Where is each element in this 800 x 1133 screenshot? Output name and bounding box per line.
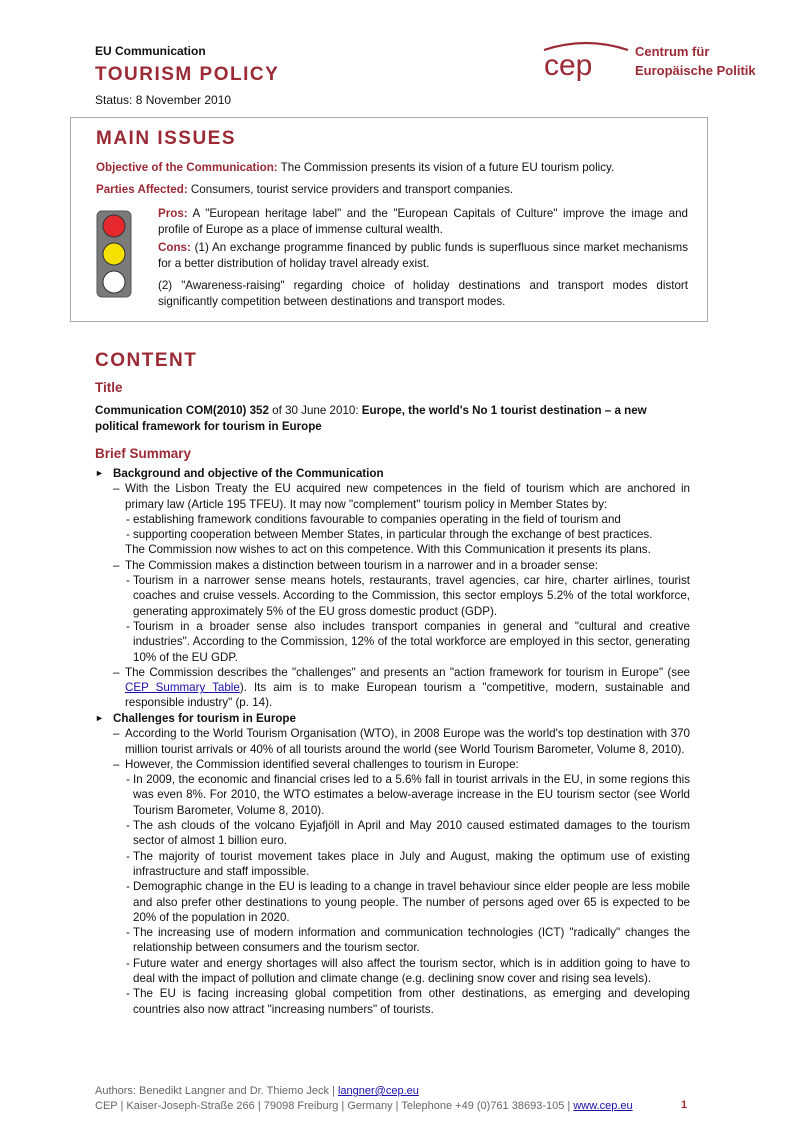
website-link[interactable]: www.cep.eu [573,1100,633,1112]
list-item: – With the Lisbon Treaty the EU acquired new competences in the field of tourism which are anchored in primary law (Article 195 TFEU). It may now "complement" tourism policy in Member States by: [95,481,690,512]
cep-summary-table-link[interactable]: CEP Summary Table [125,681,240,695]
document-series: EU Communication [95,44,206,58]
traffic-light-yellow [103,243,125,265]
logo-name-line1: Centrum für [635,44,710,59]
list-subitem: - The majority of tourist movement takes place in July and August, making the optimum use of existing infrastructure and staff impossible. [95,849,690,880]
footer-address-line [95,1099,695,1114]
parties-text: Consumers, tourist service providers and transport companies. [187,183,514,196]
traffic-light-red [103,215,125,237]
parties-line [96,182,686,197]
objective-text: The Commission presents its vision of a future EU tourism policy. [277,161,615,174]
section-background [95,466,690,711]
document-title: TOURISM POLICY [95,64,280,85]
list-subitem: - Demographic change in the EU is leading to a change in travel behaviour since elder people are less mobile and also prefer other destinations to young people. The number of persons aged over 65 is expected to be 20% of the population in 2020. [95,879,690,925]
list-subitem: - The ash clouds of the volcano Eyjafjöll in April and May 2010 caused estimated damages to the tourism sector of almost 1 billion euro. [95,818,690,849]
list-item [95,665,690,711]
pros-label: Pros: [158,207,188,220]
list-subitem: - The EU is facing increasing global competition from other destinations, as emerging and developing countries also now attract "increasing numbers" of tourists. [95,986,690,1017]
cons-paragraph [158,240,688,272]
cons-text: (1) An exchange programme financed by public funds is superfluous since market mechanisms for a better distribution of holiday travel already exist. [158,241,688,270]
pros-text: A "European heritage label" and the "European Capitals of Culture" improve the image and profile of Europe as a place of immense cultural wealth. [158,207,688,236]
title-label: Title [95,380,123,395]
objective-line [96,160,686,175]
title-name: Europe, the world's No 1 tourist destination – a new political framework for tourism in Europe [95,404,647,433]
parties-label: Parties Affected: [96,183,188,196]
footer [95,1084,695,1114]
list-subitem: - establishing framework conditions favourable to companies operating in the field of tourism and [95,512,690,527]
traffic-light-icon [96,210,132,298]
cons-paragraph-2: (2) "Awareness-raising" regarding choice of holiday destinations and transport modes distort significantly competition between destinations and transport modes. [158,279,688,308]
document-status: Status: 8 November 2010 [95,93,232,107]
list-subitem: - Future water and energy shortages will also affect the tourism sector, which is in addition going to have to deal with the impact of pollution and climate change (e.g. declining snow cover and rising sea levels). [95,956,690,987]
list-subitem: - In 2009, the economic and financial crises led to a 5.6% fall in tourist arrivals in the EU, in some regions this was even 8%. For 2010, the WTO estimates a below-average increase in the EU tourism sector (see World Tourism Barometer, Volume 8, 2010). [95,772,690,818]
section-challenges [95,711,690,1017]
traffic-light-white [103,271,125,293]
list-item-text: ). Its aim is to make European tourism a "competitive, modern, sustainable and responsible industry" (p. 14). [125,681,690,710]
logo-name-line2: Europäische Politik [635,63,756,78]
section-heading: ► Challenges for tourism in Europe [95,711,690,726]
objective-label: Objective of the Communication: [96,161,278,174]
list-item: – According to the World Tourism Organisation (WTO), in 2008 Europe was the world's top destination with 370 million tourist arrivals or 40% of all tourists around the world (see World Tourism Barometer, Volume 8, 2010). [95,726,690,757]
main-issues-box [70,117,708,322]
author-email-link[interactable]: langner@cep.eu [337,1085,419,1097]
list-subitem: - The increasing use of modern information and communication technologies (ICT) "radically" changes the relationship between consumers and the tourism sector. [95,925,690,956]
cep-logo-mark [540,40,632,84]
list-item: – However, the Commission identified several challenges to tourism in Europe: [95,757,690,772]
cons-label: Cons: [158,241,191,254]
title-text [95,403,687,434]
title-ref: Communication COM(2010) 352 [95,404,269,417]
list-subitem: - Tourism in a narrower sense means hotels, restaurants, travel agencies, car hire, charter airlines, tourist coaches and cruise vessels. According to the Commission, this sector employs 5.2% of the total workforce, generating approximately 5% of the EU gross domestic product (GDP). [95,573,690,619]
page-number: 1 [681,1099,688,1111]
list-item-text: The Commission describes the "challenges" and presents an "action framework for tourism in Europe" (see [125,665,690,679]
footer-address: CEP | Kaiser-Joseph-Straße 266 | 79098 Freiburg | Germany | Telephone +49 (0)761 38693-105 | [95,1100,574,1112]
footer-authors-line [95,1084,695,1099]
footer-authors: Authors: Benedikt Langner and Dr. Thiemo Jeck | [95,1085,338,1097]
section-heading: ► Background and objective of the Communication [95,466,690,481]
list-item: – The Commission makes a distinction between tourism in a narrower and in a broader sense: [95,558,690,573]
list-subitem: - Tourism in a broader sense also includes transport companies in general and "cultural and creative industries". According to the Commission, 12% of the total workforce are employed in this sector, generating 10% of the EU GDP. [95,619,690,665]
summary-label: Brief Summary [95,446,192,461]
cep-logo [540,40,755,90]
logo-text: cep [544,49,593,82]
title-date: of 30 June 2010: [268,404,362,417]
list-subitem: - supporting cooperation between Member States, in particular through the exchange of best practices. [95,527,690,542]
main-issues-heading: MAIN ISSUES [96,128,237,149]
list-item-continuation: The Commission now wishes to act on this competence. With this Communication it presents its plans. [125,543,651,557]
pros-paragraph [158,206,688,238]
content-heading: CONTENT [95,350,198,371]
